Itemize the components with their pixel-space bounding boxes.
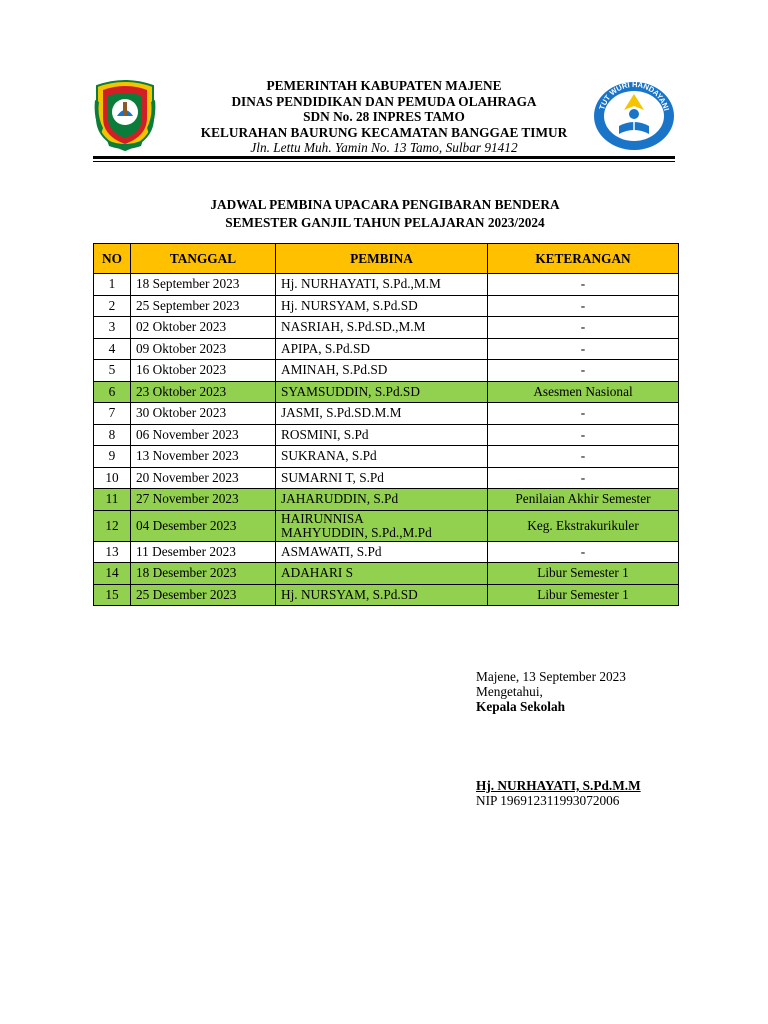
cell-no: 11	[94, 489, 131, 511]
cell-tanggal: 25 September 2023	[131, 295, 276, 317]
cell-keterangan: Libur Semester 1	[488, 563, 679, 585]
cell-no: 6	[94, 381, 131, 403]
cell-tanggal: 18 September 2023	[131, 274, 276, 296]
table-row-highlighted	[94, 489, 679, 511]
table-header-row	[94, 244, 679, 274]
cell-tanggal: 11 Desember 2023	[131, 541, 276, 563]
cell-pembina: Hj. NURHAYATI, S.Pd.,M.M	[276, 274, 488, 296]
cell-pembina: SUMARNI T, S.Pd	[276, 467, 488, 489]
cell-no: 1	[94, 274, 131, 296]
department-name: DINAS PENDIDIKAN DAN PEMUDA OLAHRAGA	[231, 93, 537, 109]
cell-no: 12	[94, 510, 131, 541]
cell-no: 14	[94, 563, 131, 585]
cell-tanggal: 09 Oktober 2023	[131, 338, 276, 360]
title-line-2: SEMESTER GANJIL TAHUN PELAJARAN 2023/2024	[225, 215, 545, 230]
cell-no: 5	[94, 360, 131, 382]
svg-text:TUT WURI HANDAYANI: TUT WURI HANDAYANI	[597, 80, 672, 112]
schedule-table	[93, 243, 679, 606]
letterhead-rule-thick	[93, 156, 675, 159]
cell-keterangan: -	[488, 295, 679, 317]
cell-no: 9	[94, 446, 131, 468]
district-name: KELURAHAN BAURUNG KECAMATAN BANGGAE TIMUR	[200, 124, 568, 140]
school-address: Jln. Lettu Muh. Yamin No. 13 Tamo, Sulbar 91412	[250, 140, 518, 156]
cell-keterangan: -	[488, 541, 679, 563]
cell-no: 15	[94, 584, 131, 606]
cell-pembina: ROSMINI, S.Pd	[276, 424, 488, 446]
cell-pembina: JASMI, S.Pd.SD.M.M	[276, 403, 488, 425]
cell-tanggal: 25 Desember 2023	[131, 584, 276, 606]
cell-pembina: ADAHARI S	[276, 563, 488, 585]
signatory-nip: NIP 196912311993072006	[476, 793, 620, 808]
table-row	[94, 446, 679, 468]
document-title	[90, 196, 680, 232]
cell-pembina-line-2: MAHYUDDIN, S.Pd.,M.Pd	[281, 524, 432, 540]
cell-keterangan: -	[488, 338, 679, 360]
cell-tanggal: 06 November 2023	[131, 424, 276, 446]
cell-pembina: APIPA, S.Pd.SD	[276, 338, 488, 360]
cell-keterangan: Keg. Ekstrakurikuler	[488, 510, 679, 541]
cell-keterangan: Penilaian Akhir Semester	[488, 489, 679, 511]
cell-keterangan: -	[488, 467, 679, 489]
table-row-highlighted	[94, 563, 679, 585]
cell-pembina-line-1: HAIRUNNISA	[281, 510, 364, 526]
cell-no: 10	[94, 467, 131, 489]
signatory-name: Hj. NURHAYATI, S.Pd.M.M	[476, 778, 641, 793]
table-row	[94, 403, 679, 425]
header-tanggal: TANGGAL	[131, 244, 276, 274]
letterhead	[90, 76, 680, 162]
table-row	[94, 317, 679, 339]
table-row	[94, 295, 679, 317]
cell-pembina	[276, 510, 488, 541]
cell-keterangan: -	[488, 360, 679, 382]
school-name: SDN No. 28 INPRES TAMO	[303, 109, 465, 125]
cell-tanggal: 30 Oktober 2023	[131, 403, 276, 425]
cell-no: 8	[94, 424, 131, 446]
tut-wuri-handayani-logo-icon	[593, 80, 675, 152]
table-row	[94, 424, 679, 446]
cell-no: 4	[94, 338, 131, 360]
cell-no: 7	[94, 403, 131, 425]
cell-keterangan: Libur Semester 1	[488, 584, 679, 606]
cell-tanggal: 16 Oktober 2023	[131, 360, 276, 382]
header-pembina: PEMBINA	[276, 244, 488, 274]
cell-keterangan: -	[488, 274, 679, 296]
cell-pembina: SYAMSUDDIN, S.Pd.SD	[276, 381, 488, 403]
table-row	[94, 338, 679, 360]
table-row	[94, 467, 679, 489]
cell-pembina: JAHARUDDIN, S.Pd	[276, 489, 488, 511]
header-keterangan: KETERANGAN	[488, 244, 679, 274]
government-name: PEMERINTAH KABUPATEN MAJENE	[266, 78, 502, 93]
cell-no: 3	[94, 317, 131, 339]
cell-tanggal: 04 Desember 2023	[131, 510, 276, 541]
cell-keterangan: -	[488, 403, 679, 425]
cell-tanggal: 13 November 2023	[131, 446, 276, 468]
signature-space	[476, 714, 641, 778]
signature-block	[476, 669, 641, 808]
cell-tanggal: 20 November 2023	[131, 467, 276, 489]
cell-tanggal: 02 Oktober 2023	[131, 317, 276, 339]
cell-pembina: AMINAH, S.Pd.SD	[276, 360, 488, 382]
signatory-role: Kepala Sekolah	[476, 699, 566, 714]
table-row-highlighted	[94, 381, 679, 403]
cell-pembina: Hj. NURSYAM, S.Pd.SD	[276, 584, 488, 606]
cell-tanggal: 18 Desember 2023	[131, 563, 276, 585]
majene-regency-emblem-icon	[93, 78, 157, 152]
cell-pembina: Hj. NURSYAM, S.Pd.SD	[276, 295, 488, 317]
cell-keterangan: -	[488, 446, 679, 468]
cell-keterangan: -	[488, 424, 679, 446]
table-row-highlighted	[94, 584, 679, 606]
place-date: Majene, 13 September 2023	[476, 669, 626, 684]
cell-keterangan: -	[488, 317, 679, 339]
title-line-1: JADWAL PEMBINA UPACARA PENGIBARAN BENDERA	[210, 197, 560, 212]
table-row-highlighted	[94, 510, 679, 541]
cell-pembina: ASMAWATI, S.Pd	[276, 541, 488, 563]
table-row	[94, 541, 679, 563]
cell-no: 13	[94, 541, 131, 563]
table-row	[94, 360, 679, 382]
cell-tanggal: 27 November 2023	[131, 489, 276, 511]
acknowledged-label: Mengetahui,	[476, 684, 543, 699]
cell-pembina: NASRIAH, S.Pd.SD.,M.M	[276, 317, 488, 339]
table-row	[94, 274, 679, 296]
letterhead-rule-thin	[93, 161, 675, 162]
cell-tanggal: 23 Oktober 2023	[131, 381, 276, 403]
cell-no: 2	[94, 295, 131, 317]
header-no: NO	[94, 244, 131, 274]
cell-keterangan: Asesmen Nasional	[488, 381, 679, 403]
cell-pembina: SUKRANA, S.Pd	[276, 446, 488, 468]
